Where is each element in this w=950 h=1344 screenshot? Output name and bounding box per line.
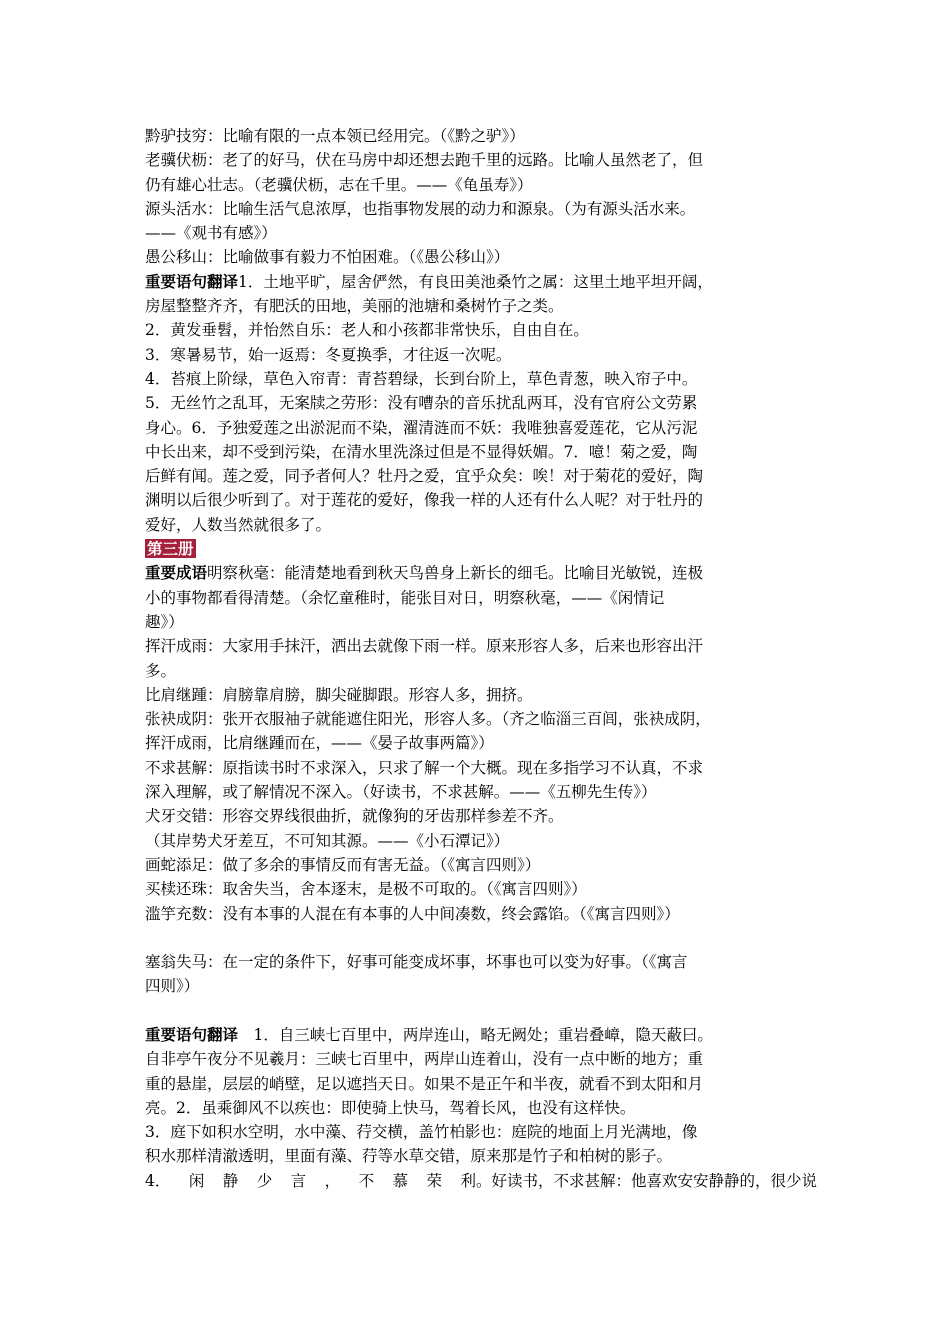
text-line: 重的悬崖，层层的峭壁，足以遮挡天日。如果不是正午和半夜，就看不到太阳和月: [145, 1074, 704, 1093]
text-line: 3．庭下如积水空明，水中藻、荇交横，盖竹柏影也：庭院的地面上月光满地，像: [145, 1123, 698, 1142]
inline-text: 明察秋毫：能清楚地看到秋天鸟兽身上新长的细毛。比喻目光敏锐，连极: [207, 564, 704, 583]
text-line: 老骥伏枥：老了的好马，伏在马房中却还想去跑千里的远路。比喻人虽然老了，但: [145, 151, 704, 170]
text-segment: 少: [256, 1171, 273, 1190]
text-line: 5．无丝竹之乱耳，无案牍之劳形：没有嘈杂的音乐扰乱两耳，没有官府公文劳累: [145, 394, 698, 413]
text-line: 积水那样清澈透明，里面有藻、荇等水草交错，原来那是竹子和柏树的影子。: [145, 1147, 673, 1166]
text-line-with-heading: [145, 1023, 817, 1047]
text-segment: 言: [290, 1171, 307, 1190]
text-segment: ，: [324, 1171, 341, 1190]
text-line: 仍有雄心壮志。（老骥伏枥，志在千里。——《龟虽寿》）: [145, 175, 533, 194]
text-line: 黔驴技穷：比喻有限的一点本领已经用完。（《黔之驴》）: [145, 127, 525, 145]
inline-heading: 重要成语: [145, 563, 208, 583]
inline-heading: 重要语句翻译: [145, 1024, 239, 1044]
text-line: 趣》）: [145, 612, 184, 631]
text-line: 房屋整整齐齐，有肥沃的田地，美丽的池塘和桑树竹子之类。: [145, 297, 564, 316]
text-line: 挥汗成雨，比肩继踵而在，——《晏子故事两篇》）: [145, 734, 494, 753]
inline-text: 1．自三峡七百里中，两岸连山，略无阙处；重岩叠嶂，隐天蔽曰。: [238, 1025, 713, 1044]
section-heading: [145, 537, 817, 561]
text-line: 4．苔痕上阶绿，草色入帘青：青苔碧绿，长到台阶上，草色青葱，映入帘子中。: [145, 369, 698, 388]
text-line: 买椟还珠：取舍失当，舍本逐末，是极不可取的。（《寓言四则》）: [145, 880, 587, 899]
inline-heading: 重要语句翻译: [145, 271, 239, 291]
text-segment: 利。好读书，不求甚解：他喜欢安安静静的，很少说: [460, 1171, 817, 1190]
text-line: 2．黄发垂髫，并怡然自乐：老人和小孩都非常快乐，自由自在。: [145, 321, 589, 340]
text-segment: 荣: [426, 1171, 442, 1190]
text-line-with-heading: [145, 561, 817, 585]
text-line: 挥汗成雨：大家用手抹汗，洒出去就像下雨一样。原来形容人多，后来也形容出汗: [145, 637, 704, 656]
text-line: 比肩继踵：肩膀靠肩膀，脚尖碰脚跟。形容人多，拥挤。: [145, 685, 533, 704]
text-line: 源头活水：比喻生活气息浓厚，也指事物发展的动力和源泉。（为有源头活水来。: [145, 199, 696, 218]
text-line: （其岸势犬牙差互，不可知其源。——《小石潭记》）: [145, 831, 510, 850]
section-tag: 第三册: [147, 539, 194, 559]
text-segment: 不: [358, 1171, 375, 1190]
text-line: 滥竽充数：没有本事的人混在有本事的人中间凑数，终会露馅。（《寓言四则》）: [145, 904, 680, 923]
justified-text-line: [145, 1169, 817, 1193]
text-line: 深入理解，或了解情况不深入。（好读书，不求甚解。——《五柳先生传》）: [145, 783, 657, 802]
text-line: 不求甚解：原指读书时不求深入，只求了解一个大概。现在多指学习不认真，不求: [145, 758, 704, 777]
text-line: 犬牙交错：形容交界线很曲折，就像狗的牙齿那样参差不齐。: [145, 807, 564, 826]
text-line: 塞翁失马：在一定的条件下，好事可能变成坏事，坏事也可以变为好事。（《寓言: [145, 953, 688, 972]
text-line: 后鲜有闻。莲之爱，同予者何人？牡丹之爱，宜乎众矣：唉！对于菊花的爱好，陶: [145, 467, 704, 486]
text-line: 3．寒暑易节，始一返焉：冬夏换季，才往返一次呢。: [145, 345, 512, 364]
text-line: 四则》）: [145, 977, 200, 996]
text-line: 中长出来，却不受到污染，在清水里洗涤过但是不显得妖媚。7．噫！菊之爱，陶: [145, 442, 698, 461]
text-line: 多。: [145, 661, 177, 680]
text-line: 身心。6．予独爱莲之出淤泥而不染，濯清涟而不妖：我唯独喜爱莲花，它从污泥: [145, 418, 698, 437]
text-line: 爱好，人数当然就很多了。: [145, 515, 332, 534]
text-line: 渊明以后很少听到了。对于莲花的爱好，像我一样的人还有什么人呢？对于牡丹的: [145, 491, 704, 510]
text-segment: 4．: [145, 1171, 171, 1190]
document-page: [145, 124, 817, 1193]
text-line: 小的事物都看得清楚。（余忆童稚时，能张目对日，明察秋毫，——《闲情记: [145, 588, 665, 607]
text-segment: 闲: [188, 1171, 205, 1190]
text-line: 画蛇添足：做了多余的事情反而有害无益。（《寓言四则》）: [145, 855, 541, 874]
text-line-with-heading: [145, 270, 817, 294]
text-line: 亮。2．虽乘御风不以疾也：即使骑上快马，驾着长风，也没有这样快。: [145, 1098, 636, 1117]
text-line: 张袂成阴：张开衣服袖子就能遮住阳光，形容人多。（齐之临淄三百闾，张袂成阴，: [145, 710, 711, 729]
text-segment: 慕: [392, 1171, 409, 1190]
text-line: ——《观书有感》）: [145, 224, 277, 243]
text-line: 愚公移山：比喻做事有毅力不怕困难。（《愚公移山》）: [145, 248, 510, 267]
text-segment: 静: [222, 1171, 239, 1190]
blank-line: [145, 999, 817, 1023]
inline-text: 1．土地平旷，屋舍俨然，有良田美池桑竹之属：这里土地平坦开阔，: [238, 272, 713, 291]
text-line: 自非亭午夜分不见羲月：三峡七百里中，两岸山连着山，没有一点中断的地方；重: [145, 1050, 704, 1069]
blank-line: [145, 926, 817, 950]
